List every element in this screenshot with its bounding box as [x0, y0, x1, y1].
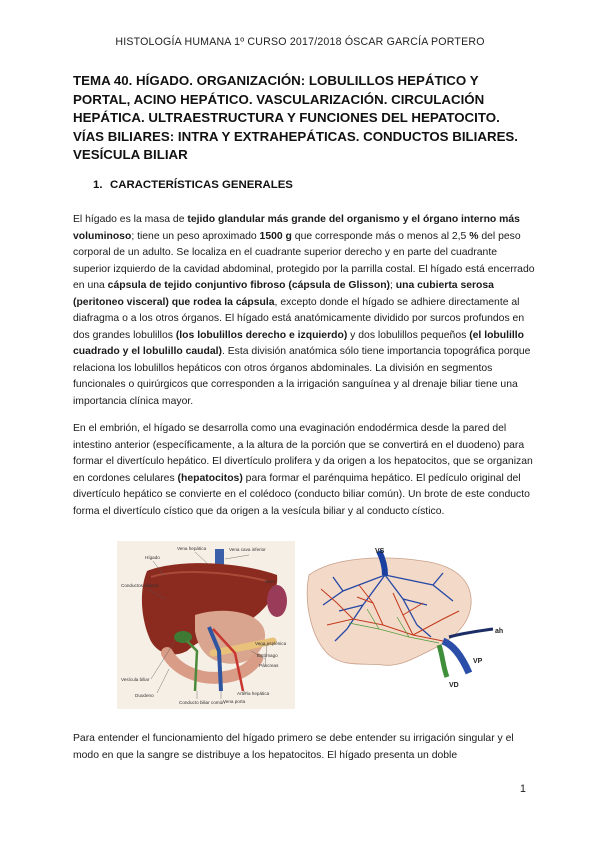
label-vd: VD	[449, 682, 459, 689]
label-vs: VS	[375, 548, 385, 555]
gallbladder-shape	[174, 631, 192, 643]
spleen-shape	[267, 585, 287, 617]
label-vena-hepatica: Vena hepática	[177, 546, 207, 551]
label-vena-cava: Vena cava inferior	[229, 547, 266, 552]
label-vp: VP	[473, 658, 483, 665]
page-number: 1	[520, 783, 526, 795]
label-arteria-hepatica: Arteria hepática	[237, 691, 270, 696]
figure-row	[117, 541, 509, 709]
label-bazo: Bazo	[265, 579, 276, 584]
liver-anatomy-figure	[117, 541, 295, 709]
label-vena-esplenica: Vena esplénica	[255, 641, 287, 646]
label-pancreas: Páncreas	[259, 663, 279, 668]
paragraph-general: El hígado es la masa de tejido glandular más grande del organismo y el órgano interno más voluminoso; tiene un peso aproximado 1500 g que corresponde más o menos al 2,5 % del peso corporal de un adulto. Se localiza en el cuadrante superior derecho y en parte del cuadrante superior izquierdo de la cavidad abdominal, protegido por la parrilla costal. El hígado está encerrado en una cápsula de tejido conjuntivo fibroso (cápsula de Glisson); una cubierta serosa (peritoneo visceral) que rodea la cápsula, excepto donde el hígado se adhiere directamente al diafragma o a los otros órganos. El hígado está anatómicamente dividido por surcos profundos en dos grandes lobulillos (los lobulillos derecho e izquierdo) y dos lobulillos pequeños (el lobulillo cuadrado y el lobulillo caudal). Esta división anatómica sólo tiene importancia topográfica porque relaciona los lobulillos hepáticos con otros órganos abdominales. La división en segmentos funcionales o quirúrgicos que corresponden a la irrigación sanguínea y al drenaje biliar tiene una importancia clínica mayor.	[73, 214, 535, 407]
label-vesicula: Vesícula biliar	[121, 677, 150, 682]
liver-silhouette	[307, 558, 471, 665]
section-title: CARACTERÍSTICAS GENERALES	[110, 179, 293, 191]
section-heading	[93, 179, 293, 191]
liver-vasculature-figure	[303, 545, 513, 695]
label-coledoco: Conducto biliar común	[179, 700, 225, 705]
label-duodeno: Duodeno	[135, 693, 154, 698]
label-vena-porta: Vena porta	[223, 699, 246, 704]
label-ah: ah	[495, 628, 504, 635]
section-number: 1.	[93, 179, 103, 191]
page-title: TEMA 40. HÍGADO. ORGANIZACIÓN: LOBULILLOS HEPÁTICO Y PORTAL, ACINO HEPÁTICO. VASCULARIZACIÓN. CIRCULACIÓN HEPÁTICA. ULTRAESTRUCTURA Y FUNCIONES DEL HEPATOCITO. VÍAS BILIARES: INTRA Y EXTRAHEPÁTICAS. CONDUCTOS BILIARES. VESÍCULA BILIAR	[73, 73, 518, 163]
label-estomago: Estómago	[257, 653, 278, 658]
label-higado: Hígado	[145, 555, 160, 560]
paragraph-irrigation: Para entender el funcionamiento del hígado primero se debe entender su irrigación singular y el modo en que la sangre se distribuye a los hepatocitos. El hígado presenta un doble	[73, 733, 514, 761]
vd-vessel	[439, 645, 447, 677]
label-conductos-biliares: Conductos biliares	[121, 583, 159, 588]
paragraph-embryology: En el embrión, el hígado se desarrolla como una evaginación endodérmica desde la pared del intestino anterior (específicamente, a la altura de la porción que se convertirá en el duodeno) para formar el divertículo hepático. El divertículo prolifera y da origen a los hepatocitos, que se organizan en cordones celulares (hepatocitos) para formar el parénquima hepático. El pedículo original del divertículo hepático se convierte en el colédoco (conducto biliar común). Un brote de este conducto forma el divertículo cístico que da origen a la vesícula biliar y al conducto cístico.	[73, 423, 533, 517]
page-header: HISTOLOGÍA HUMANA 1º CURSO 2017/2018 ÓSCAR GARCÍA PORTERO	[115, 36, 485, 48]
